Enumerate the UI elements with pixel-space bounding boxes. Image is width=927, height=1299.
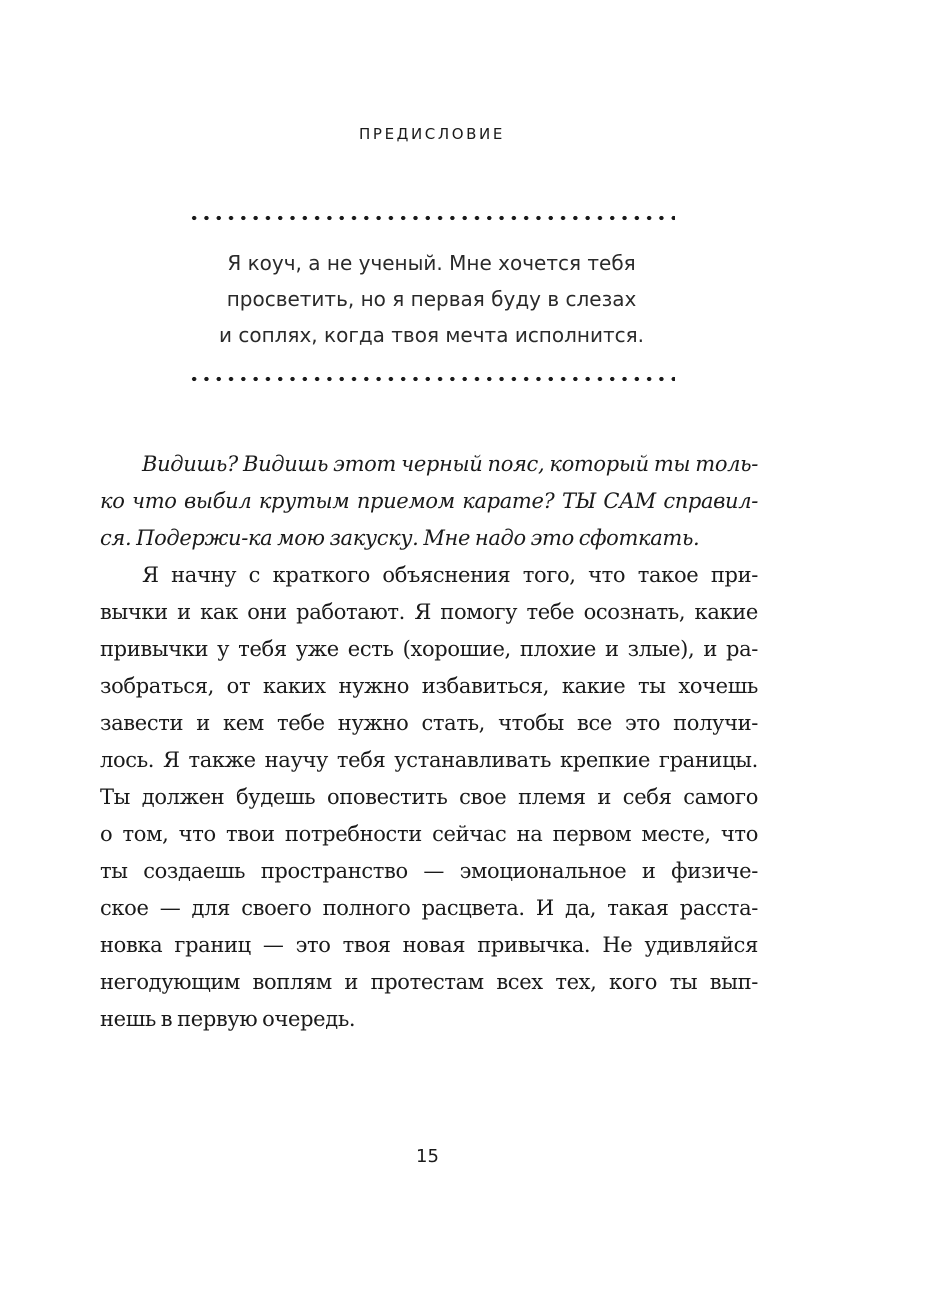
text-line: ты создаешь пространство — эмоциональное и физиче-	[100, 859, 758, 883]
text-line: Я начну с краткого объяснения того, что такое при-	[142, 563, 758, 587]
text-line: ское — для своего полного расцвета. И да, такая расста-	[100, 896, 758, 920]
running-head: ПРЕДИСЛОВИЕ	[359, 125, 505, 143]
text-line: новка границ — это твоя новая привычка. Не удивляйся	[100, 933, 758, 957]
text-line: зобраться, от каких нужно избавиться, какие ты хочешь	[100, 674, 758, 698]
text-line: нешь в первую очередь.	[100, 1007, 356, 1031]
text-line: ко что выбил крутым приемом карате? ТЫ САМ справил-	[100, 489, 758, 513]
text-line: негодующим воплям и протестам всех тех, кого ты вып-	[100, 970, 758, 994]
epigraph-line: просветить, но я первая буду в слезах	[226, 287, 637, 311]
epigraph	[188, 245, 675, 353]
text-line: привычки у тебя уже есть (хорошие, плохие и злые), и ра-	[100, 637, 758, 661]
text-line: завести и кем тебе нужно стать, чтобы все это получи-	[100, 711, 758, 735]
text-line: ся. Подержи-ка мою закуску. Мне надо это сфоткать.	[100, 526, 700, 550]
main-paragraph	[100, 557, 758, 1038]
italic-paragraph	[100, 446, 758, 557]
epigraph-line: и соплях, когда твоя мечта исполнится.	[218, 323, 645, 347]
page-number: 15	[416, 1146, 439, 1167]
epigraph-top-dotted-rule	[188, 215, 675, 221]
text-line: Видишь? Видишь этот черный пояс, который ты толь-	[142, 452, 758, 476]
epigraph-line: Я коуч, а не ученый. Мне хочется тебя	[227, 251, 636, 275]
text-line: лось. Я также научу тебя устанавливать крепкие границы.	[100, 748, 758, 772]
epigraph-bottom-dotted-rule	[188, 376, 675, 382]
text-line: вычки и как они работают. Я помогу тебе осознать, какие	[100, 600, 758, 624]
text-line: Ты должен будешь оповестить свое племя и себя самого	[100, 785, 758, 809]
text-line: о том, что твои потребности сейчас на первом месте, что	[100, 822, 758, 846]
body-text	[100, 446, 758, 1038]
